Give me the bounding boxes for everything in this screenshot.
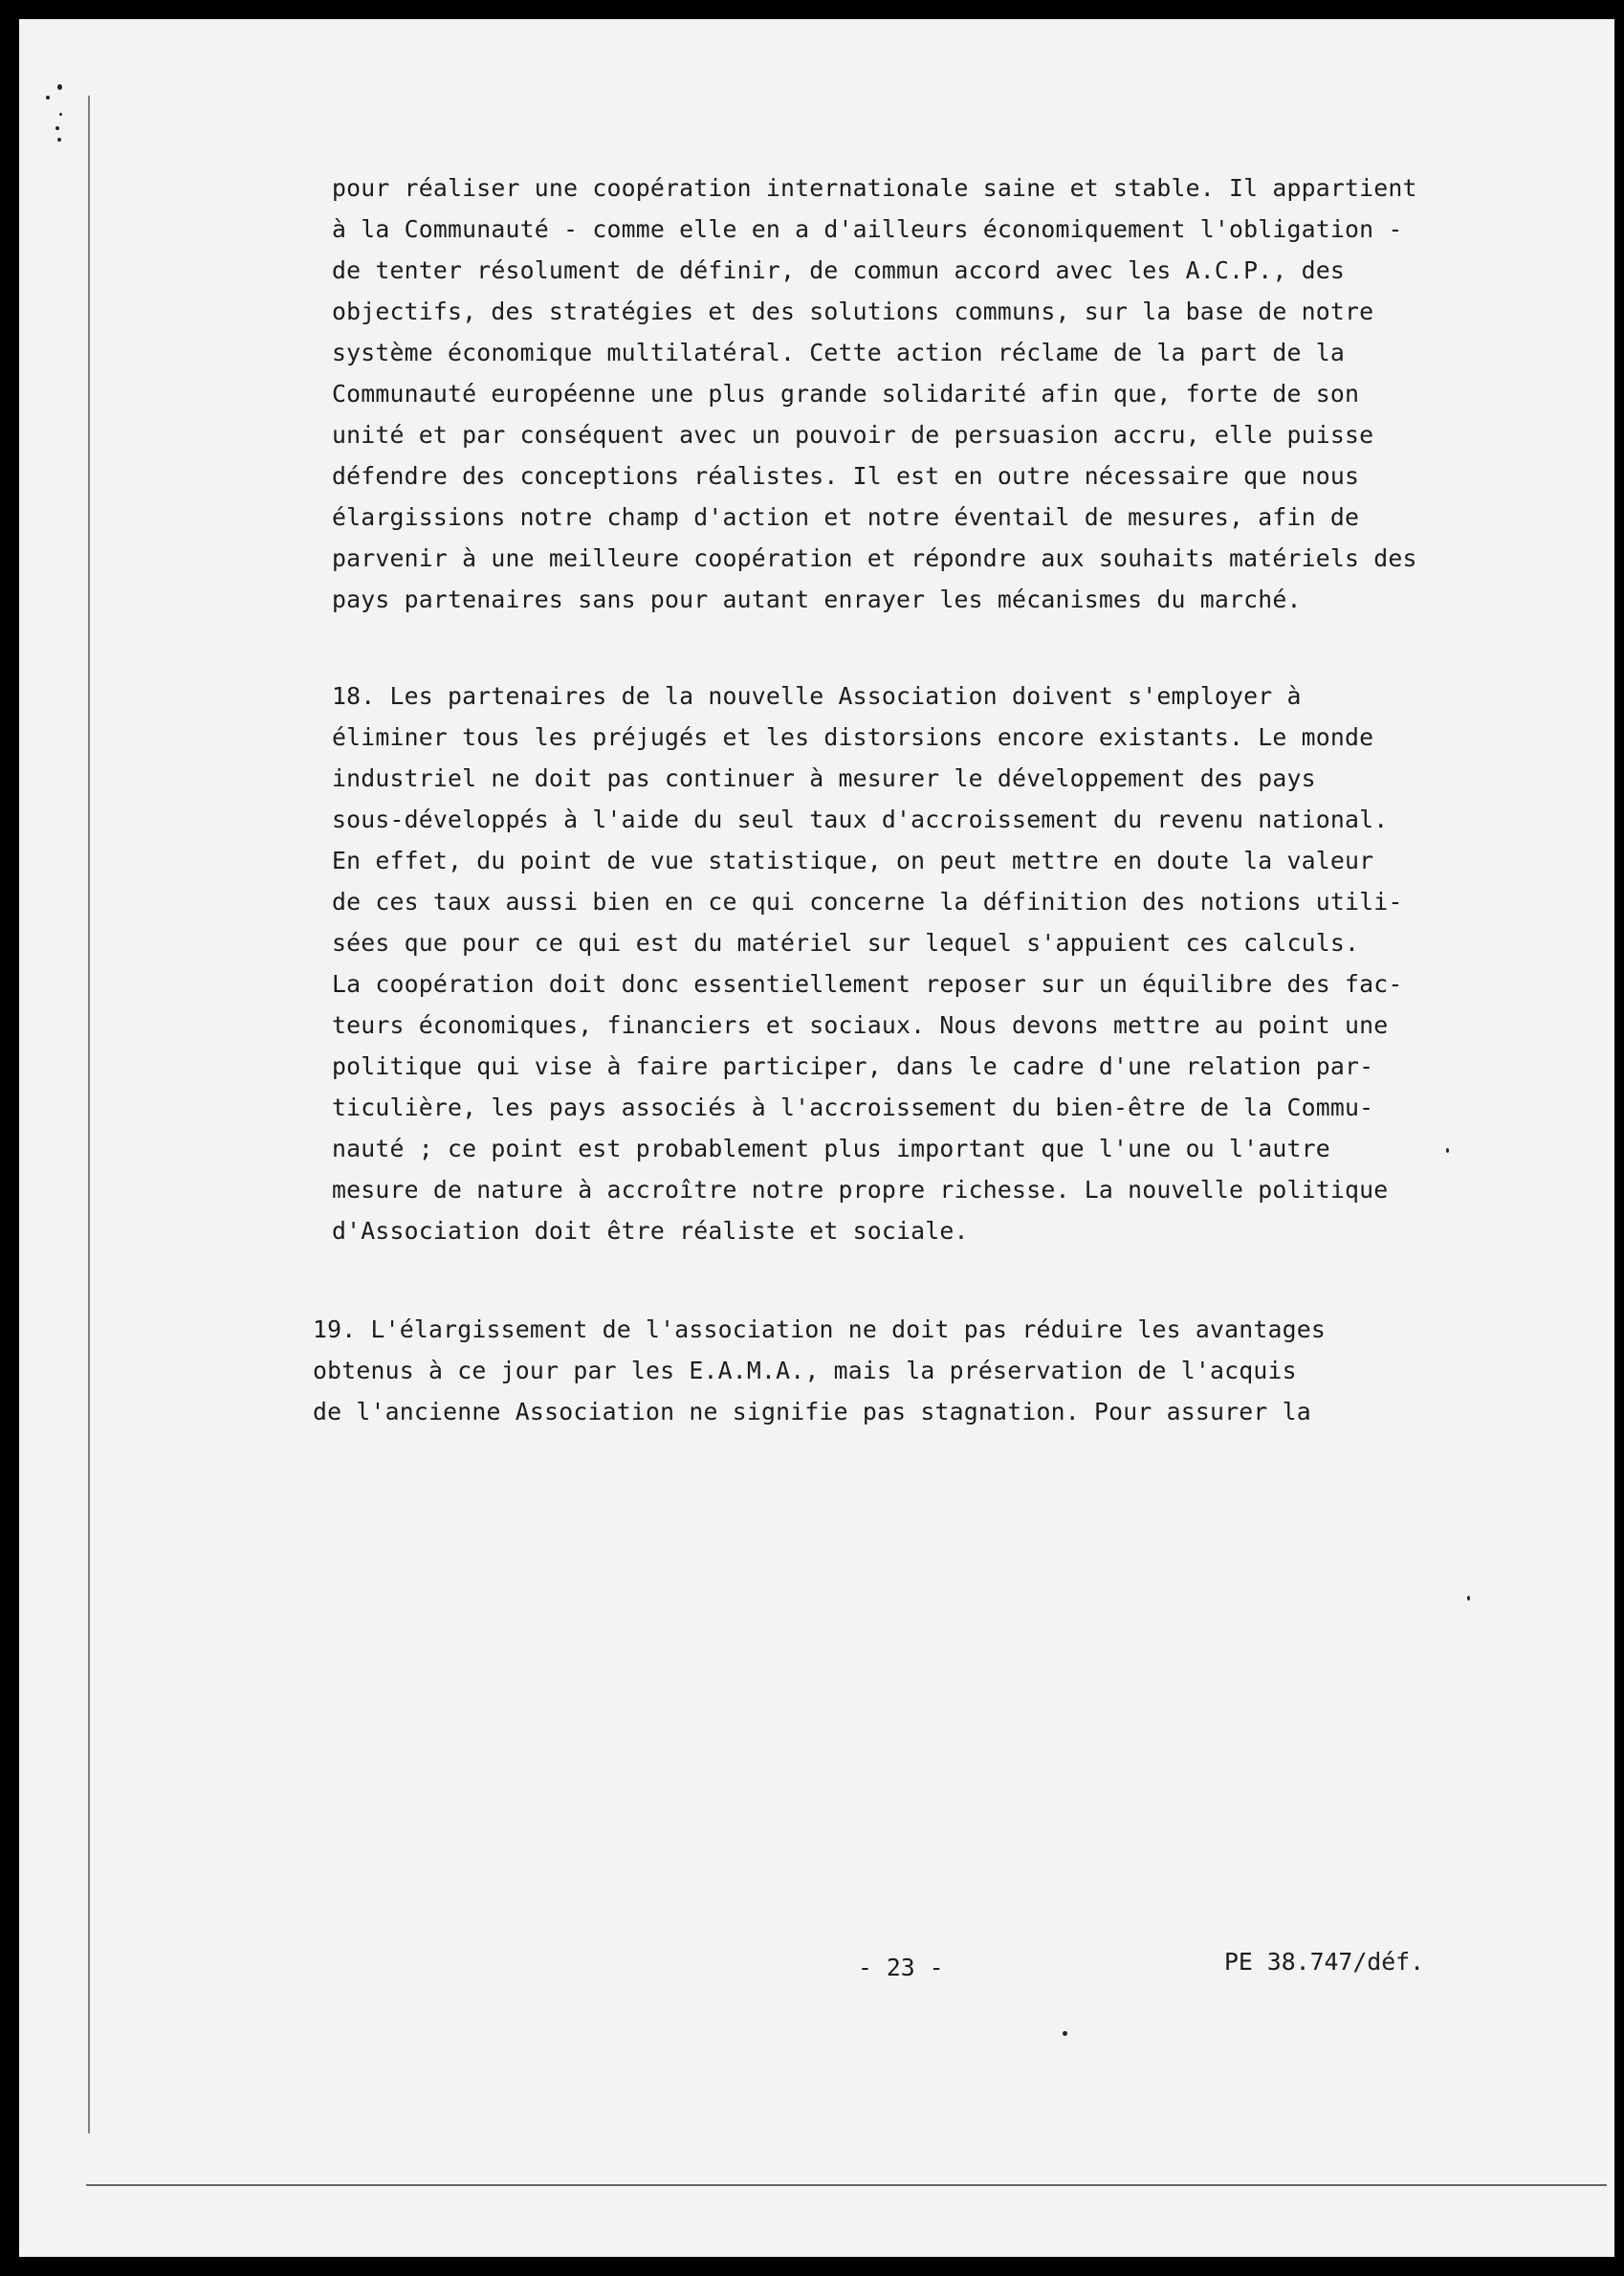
text-line: de tenter résolument de définir, de commun accord avec les A.C.P., des <box>332 256 1346 284</box>
text-line: En effet, du point de vue statistique, on peut mettre en doute la valeur <box>332 847 1374 874</box>
text-line: 18. Les partenaires de la nouvelle Association doivent s'employer à <box>332 682 1302 710</box>
text-line: de ces taux aussi bien en ce qui concerne la définition des notions utili- <box>332 888 1403 916</box>
text-line: de l'ancienne Association ne signifie pas stagnation. Pour assurer la <box>313 1398 1311 1425</box>
text-line: objectifs, des stratégies et des solutions communs, sur la base de notre <box>332 298 1374 325</box>
text-line: parvenir à une meilleure coopération et répondre aux souhaits matériels des <box>332 544 1417 572</box>
text-line: défendre des conceptions réalistes. Il est en outre nécessaire que nous <box>332 462 1360 490</box>
text-line: sées que pour ce qui est du matériel sur lequel s'appuient ces calculs. <box>332 929 1360 957</box>
document-reference: PE 38.747/déf. <box>1224 1948 1425 1976</box>
page-number: - 23 - <box>858 1954 944 1981</box>
text-line: pour réaliser une coopération internationale saine et stable. Il appartient <box>332 174 1417 202</box>
text-line: pays partenaires sans pour autant enrayer les mécanismes du marché. <box>332 586 1302 613</box>
text-line: nauté ; ce point est probablement plus important que l'une ou l'autre <box>332 1135 1330 1162</box>
text-line: obtenus à ce jour par les E.A.M.A., mais la préservation de l'acquis <box>313 1357 1297 1384</box>
text-line: système économique multilatéral. Cette action réclame de la part de la <box>332 339 1346 366</box>
text-line: sous-développés à l'aide du seul taux d'accroissement du revenu national. <box>332 806 1389 833</box>
text-line: politique qui vise à faire participer, dans le cadre d'une relation par- <box>332 1052 1374 1080</box>
text-line: élargissions notre champ d'action et notre éventail de mesures, afin de <box>332 503 1360 531</box>
text-line: mesure de nature à accroître notre propre richesse. La nouvelle politique <box>332 1176 1389 1204</box>
scanned-page <box>19 19 1614 2257</box>
text-line: ticulière, les pays associés à l'accroissement du bien-être de la Commu- <box>332 1094 1374 1121</box>
text-line: 19. L'élargissement de l'association ne doit pas réduire les avantages <box>313 1315 1327 1343</box>
text-line: d'Association doit être réaliste et sociale. <box>332 1217 969 1245</box>
text-line: teurs économiques, financiers et sociaux. Nous devons mettre au point une <box>332 1011 1389 1039</box>
text-line: industriel ne doit pas continuer à mesurer le développement des pays <box>332 764 1316 792</box>
document-body <box>19 19 1614 2257</box>
text-line: Communauté européenne une plus grande solidarité afin que, forte de son <box>332 380 1360 408</box>
text-line: unité et par conséquent avec un pouvoir de persuasion accru, elle puisse <box>332 421 1374 449</box>
text-line: à la Communauté - comme elle en a d'ailleurs économiquement l'obligation - <box>332 215 1403 243</box>
text-line: éliminer tous les préjugés et les distorsions encore existants. Le monde <box>332 723 1374 751</box>
text-line: La coopération doit donc essentiellement reposer sur un équilibre des fac- <box>332 970 1403 998</box>
